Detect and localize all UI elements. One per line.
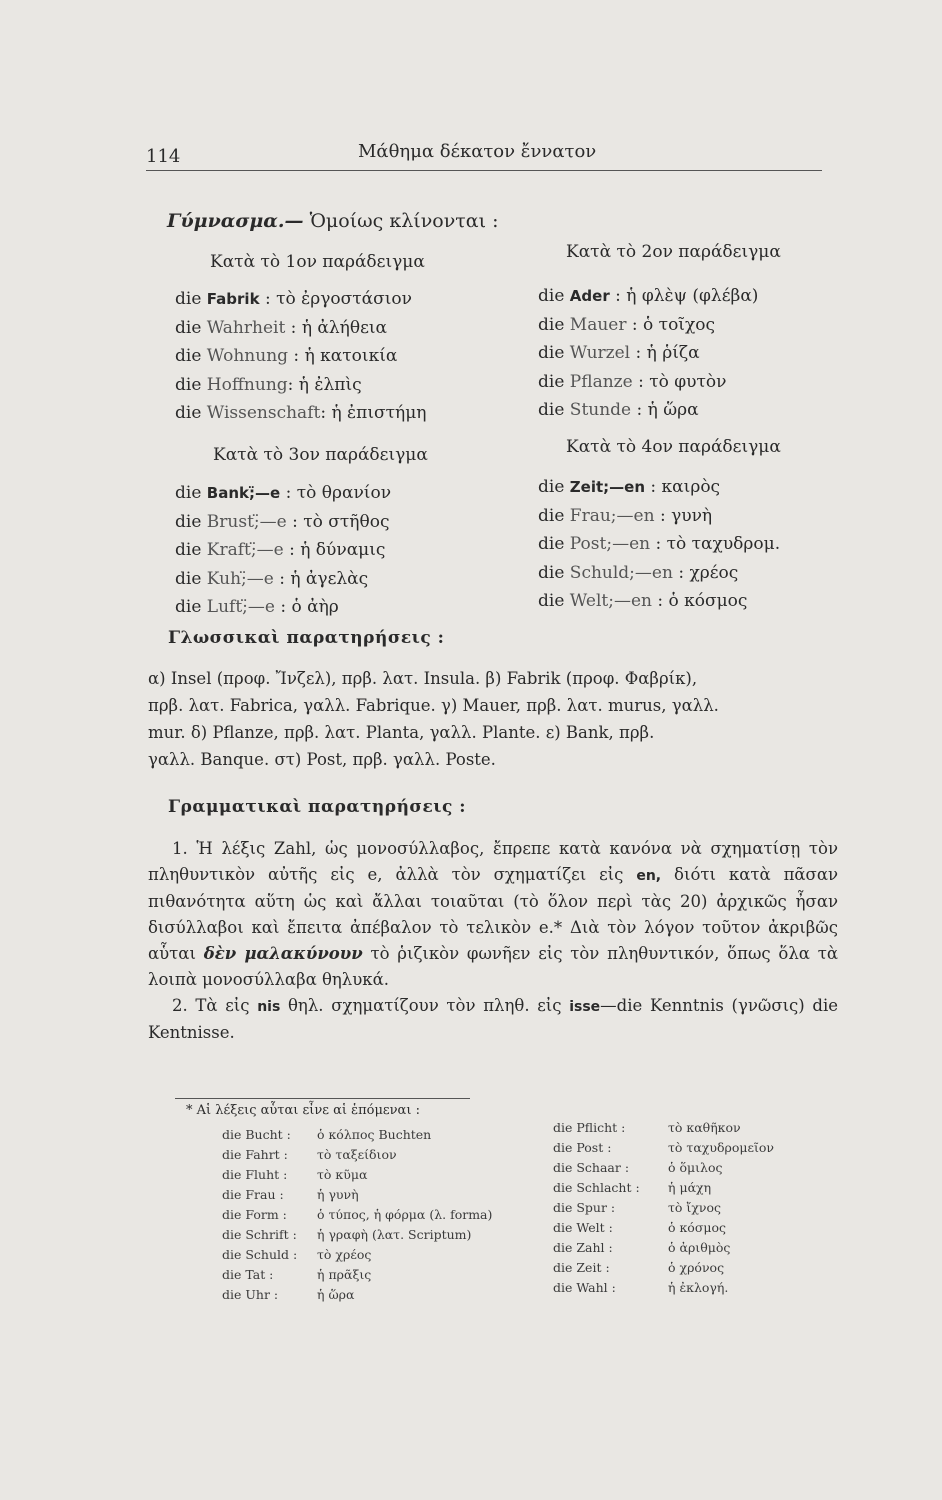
list-item: die Post;—en : τὸ ταχυδρομ. xyxy=(538,534,781,554)
group-3-heading: Κατὰ τὸ 3ον παράδειγμα xyxy=(213,445,428,465)
list-item: die Kraft;̈—e : ἡ δύναμις xyxy=(175,540,386,560)
footnote-entry: die Form : ὁ τύπος, ἡ φόρμα (λ. forma) xyxy=(222,1207,493,1222)
group-1-list xyxy=(175,285,426,428)
text-line: α) Insel (προφ. Ἴνζελ), πρβ. λατ. Insula. β) Fabrik (προφ. Φαβρίκ), xyxy=(148,669,698,688)
page-number: 114 xyxy=(146,146,181,167)
group-4-heading: Κατὰ τὸ 4ον παράδειγμα xyxy=(566,437,781,457)
text-line: πρβ. λατ. Fabrica, γαλλ. Fabrique. γ) Mauer, πρβ. λατ. murus, γαλλ. xyxy=(148,696,719,715)
list-item: die Bank;̈—e : τὸ θρανίον xyxy=(175,483,392,503)
header-rule xyxy=(146,170,822,171)
footnote-entry: die Frau : ἡ γυνὴ xyxy=(222,1187,359,1202)
group-2-heading: Κατὰ τὸ 2ον παράδειγμα xyxy=(566,242,781,262)
footnote-entry: die Welt : ὁ κόσμος xyxy=(553,1220,727,1235)
list-item: die Brust;̈—e : τὸ στῆθος xyxy=(175,511,390,532)
exercise-intro: Ὁμοίως κλίνονται : xyxy=(309,210,499,232)
linguistic-notes-body xyxy=(148,665,838,773)
footnote-entry: die Fahrt : τὸ ταξείδιον xyxy=(222,1147,397,1162)
footnote-entry: die Tat : ἡ πρᾶξις xyxy=(222,1267,372,1282)
list-item: die Hoffnung: ἡ ἐλπὶς xyxy=(175,374,362,395)
footnote-title: * Αἱ λέξεις αὗται εἶνε αἱ ἑπόμεναι : xyxy=(186,1103,420,1118)
group-1-heading: Κατὰ τὸ 1ον παράδειγμα xyxy=(210,252,425,272)
text-line: γαλλ. Banque. στ) Post, πρβ. γαλλ. Poste. xyxy=(148,750,496,769)
list-item: die Wohnung : ἡ κατοικία xyxy=(175,346,398,366)
group-3-list xyxy=(175,479,391,622)
list-item: die Wissenschaft: ἡ ἐπιστήμη xyxy=(175,403,427,423)
footnote-entry: die Schlacht : ἡ μάχη xyxy=(553,1180,712,1195)
list-item: die Mauer : ὁ τοῖχος xyxy=(538,314,716,335)
list-item: die Stunde : ἡ ὥρα xyxy=(538,400,699,420)
footnote-entry: die Spur : τὸ ἴχνος xyxy=(553,1200,722,1215)
list-item: die Wahrheit : ἡ ἀλήθεια xyxy=(175,317,388,338)
footnote-entry: die Uhr : ἡ ὥρα xyxy=(222,1287,355,1302)
grammar-paragraph-1: 1. Ἡ λέξις Zahl, ὡς μονοσύλλαβος, ἔπρεπε κατὰ κανόνα νὰ σχηματίσῃ τὸν πληθυντικὸν αὐτῆς εἰς e, ἀλλὰ τὸν σχηματίζει εἰς en, διότι κατὰ πᾶσαν πιθανότητα αὕτη ὡς καὶ ἄλλαι τοιαῦται (τὸ ὅλον περὶ τὰς 20) ἀρχικῶς ἦσαν δισύλλαβοι καὶ ἔπειτα ἀπέβαλον τὸ τελικὸν e.* Διὰ τὸν λόγον τοῦτον ἀκριβῶς αὗται δὲν μαλακύνουν τὸ ῥιζικὸν φωνῆεν εἰς τὸν πληθυντικόν, ὅπως ὅλα τὰ λοιπὰ μονοσύλλαβα θηλυκά. xyxy=(148,839,838,989)
grammatical-notes-body xyxy=(148,836,838,1046)
list-item: die Pflanze : τὸ φυτὸν xyxy=(538,371,727,392)
text-line: mur. δ) Pflanze, πρβ. λατ. Planta, γαλλ. Plante. ε) Bank, πρβ. xyxy=(148,723,655,742)
footnote-entry: die Post : τὸ ταχυδρομεῖον xyxy=(553,1140,774,1155)
footnote-entry: die Schrift : ἡ γραφὴ (λατ. Scriptum) xyxy=(222,1227,472,1242)
footnote-entry: die Schuld : τὸ χρέος xyxy=(222,1247,372,1262)
footnote-entry: die Zeit : ὁ χρόνος xyxy=(553,1260,725,1275)
group-2-list xyxy=(538,282,758,425)
list-item: die Frau;—en : γυνὴ xyxy=(538,505,713,526)
list-item: die Welt;—en : ὁ κόσμος xyxy=(538,591,748,611)
footnote-entry: die Fluht : τὸ κῦμα xyxy=(222,1167,368,1182)
list-item: die Luft;̈—e : ὁ ἀὴρ xyxy=(175,597,339,617)
list-item: die Zeit;—en : καιρὸς xyxy=(538,477,721,497)
linguistic-notes-title: Γλωσσικαὶ παρατηρήσεις : xyxy=(168,628,445,648)
footnote-rule xyxy=(175,1098,470,1099)
grammar-paragraph-2: 2. Τὰ εἰς nis θηλ. σχηματίζουν τὸν πληθ. εἰς isse—die Kenntnis (γνῶσις) die Kentnisse. xyxy=(148,996,839,1042)
running-title: Μάθημα δέκατον ἔννατον xyxy=(358,141,597,162)
list-item: die Kuh;̈—e : ἡ ἀγελὰς xyxy=(175,568,369,589)
list-item: die Wurzel : ἡ ῥίζα xyxy=(538,343,700,363)
group-4-list xyxy=(538,473,780,616)
footnote-entry: die Zahl : ὁ ἀριθμὸς xyxy=(553,1240,731,1255)
footnote-left-column xyxy=(222,1125,552,1305)
exercise-label: Γύμνασμα.— xyxy=(167,210,304,232)
footnote-entry: die Schaar : ὁ ὅμιλος xyxy=(553,1160,723,1175)
list-item: die Fabrik : τὸ ἐργοστάσιον xyxy=(175,289,412,309)
list-item: die Schuld;—en : χρέος xyxy=(538,562,739,583)
footnote-entry: die Bucht : ὁ κόλπος Buchten xyxy=(222,1127,432,1142)
footnote-entry: die Wahl : ἡ ἐκλογή. xyxy=(553,1280,729,1295)
list-item: die Ader : ἡ φλὲψ (φλέβα) xyxy=(538,286,759,306)
footnote-entry: die Pflicht : τὸ καθῆκον xyxy=(553,1120,741,1135)
footnote-right-column xyxy=(553,1118,843,1298)
grammatical-notes-title: Γραμματικαὶ παρατηρήσεις : xyxy=(168,797,467,817)
exercise-title xyxy=(167,210,498,232)
